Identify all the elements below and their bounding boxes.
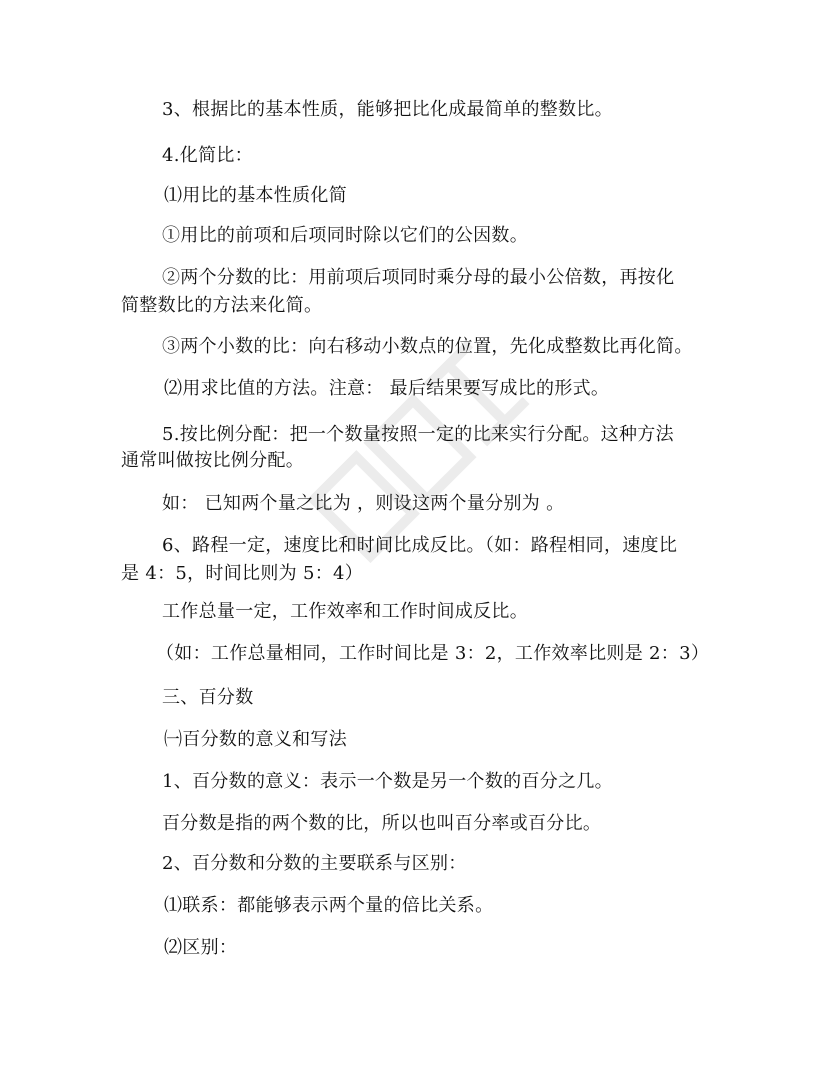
text-line-17: ㈠百分数的意义和写法 bbox=[164, 729, 347, 750]
text-line-21: ⑴联系：都能够表示两个量的倍比关系。 bbox=[164, 895, 494, 916]
text-line-9: 5.按比例分配：把一个数量按照一定的比来实行分配。这种方法 bbox=[162, 424, 674, 445]
text-line-20: 2、百分数和分数的主要联系与区别： bbox=[162, 853, 467, 874]
text-line-15: （如：工作总量相同，工作时间比是 3：2，工作效率比则是 2：3） bbox=[156, 643, 710, 664]
text-line-19: 百分数是指的两个数的比，所以也叫百分率或百分比。 bbox=[162, 813, 602, 834]
text-line-14: 工作总量一定，工作效率和工作时间成反比。 bbox=[162, 601, 528, 622]
text-line-16: 三、百分数 bbox=[162, 687, 254, 708]
text-line-18: 1、百分数的意义：表示一个数是另一个数的百分之几。 bbox=[162, 771, 613, 792]
text-line-5: ②两个分数的比：用前项后项同时乘分母的最小公倍数，再按化 bbox=[162, 267, 675, 288]
text-line-13: 是 4：5，时间比则为 5：4） bbox=[121, 563, 364, 584]
text-line-12: 6、路程一定，速度比和时间比成反比。（如：路程相同，速度比 bbox=[162, 535, 678, 556]
text-line-3: ⑴用比的基本性质化简 bbox=[164, 185, 347, 206]
text-line-1: 3、根据比的基本性质，能够把比化成最简单的整数比。 bbox=[162, 99, 613, 120]
text-line-4: ①用比的前项和后项同时除以它们的公因数。 bbox=[162, 225, 528, 246]
text-line-7: ③两个小数的比：向右移动小数点的位置，先化成整数比再化简。 bbox=[162, 336, 693, 357]
text-line-11: 如： 已知两个量之比为 ，则设这两个量分别为 。 bbox=[162, 493, 565, 514]
text-line-6: 简整数比的方法来化简。 bbox=[121, 295, 323, 316]
text-line-2: 4.化简比： bbox=[162, 145, 253, 166]
text-line-10: 通常叫做按比例分配。 bbox=[121, 450, 304, 471]
text-line-8: ⑵用求比值的方法。注意： 最后结果要写成比的形式。 bbox=[164, 378, 610, 399]
text-line-22: ⑵区别： bbox=[164, 937, 238, 958]
